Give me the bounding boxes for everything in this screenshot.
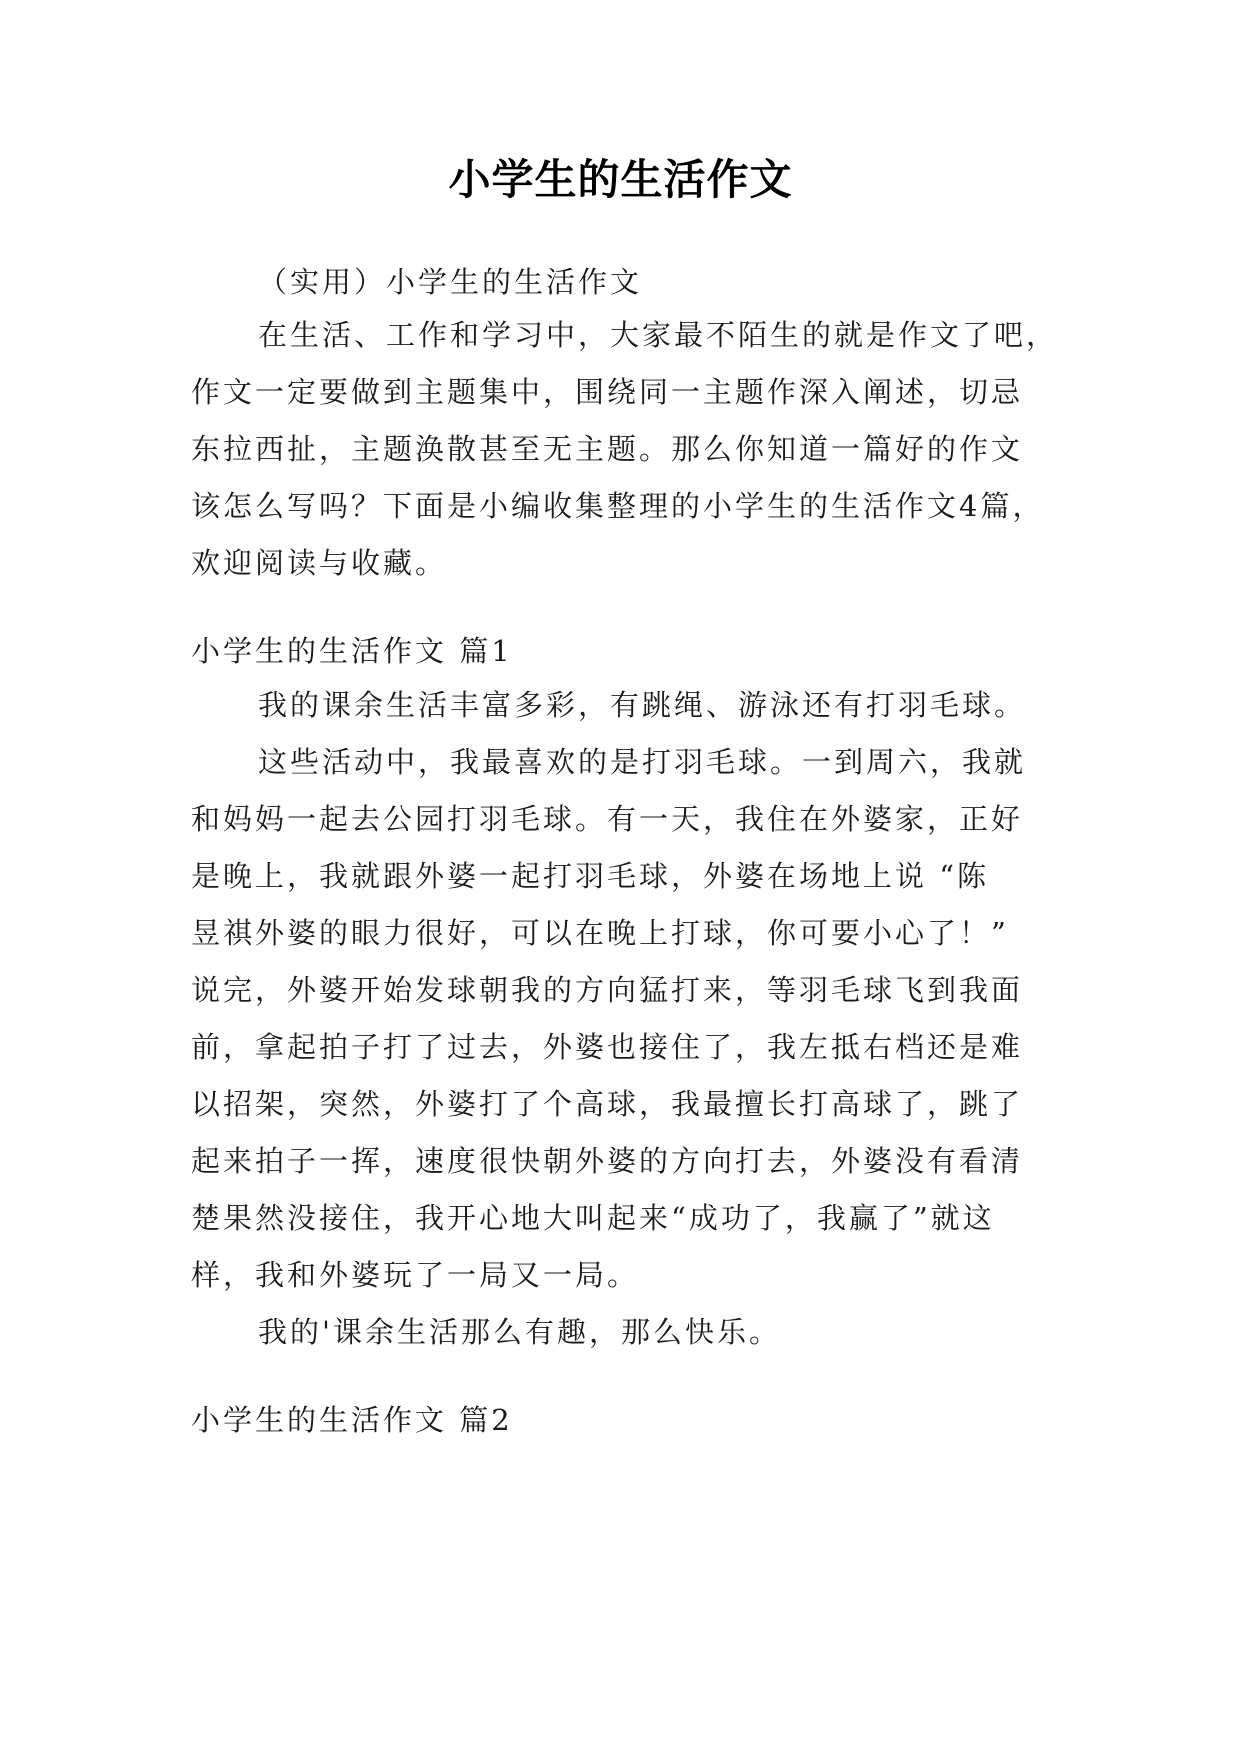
body-line: 昱祺外婆的眼力很好，可以在晚上打球，你可要小心了！”: [191, 916, 1009, 950]
subtitle-line: （实用）小学生的生活作文: [258, 265, 643, 299]
body-line: 以招架，突然，外婆打了个高球，我最擅长打高球了，跳了: [191, 1087, 1024, 1121]
section-heading: 小学生的生活作文 篇1: [191, 634, 513, 668]
intro-line: 东拉西扯，主题涣散甚至无主题。那么你知道一篇好的作文: [191, 432, 1024, 466]
body-line: 样，我和外婆玩了一局又一局。: [191, 1258, 640, 1292]
section-heading: 小学生的生活作文 篇2: [191, 1403, 513, 1437]
body-line: 是晚上，我就跟外婆一起打羽毛球，外婆在场地上说 “陈: [191, 859, 990, 893]
body-line: 说完，外婆开始发球朝我的方向猛打来，等羽毛球飞到我面: [191, 973, 1024, 1007]
intro-line: 作文一定要做到主题集中，围绕同一主题作深入阐述，切忌: [191, 375, 1024, 409]
body-line: 我的课余生活丰富多彩，有跳绳、游泳还有打羽毛球。: [258, 688, 1027, 722]
body-line: 起来拍子一挥，速度很快朝外婆的方向打去，外婆没有看清: [191, 1144, 1024, 1178]
intro-line: 欢迎阅读与收藏。: [191, 546, 448, 580]
body-line: 前，拿起拍子打了过去，外婆也接住了，我左抵右档还是难: [191, 1030, 1024, 1064]
body-line: 这些活动中，我最喜欢的是打羽毛球。一到周六，我就: [258, 745, 1027, 779]
intro-line: 该怎么写吗？下面是小编收集整理的小学生的生活作文4篇，: [191, 489, 1045, 523]
body-line: 和妈妈一起去公园打羽毛球。有一天，我住在外婆家，正好: [191, 802, 1024, 836]
document-title: 小学生的生活作文: [448, 155, 793, 204]
body-line: 楚果然没接住，我开心地大叫起来“成功了，我赢了”就这: [191, 1201, 995, 1235]
body-line: 我的'课余生活那么有趣，那么快乐。: [258, 1315, 781, 1349]
intro-line: 在生活、工作和学习中，大家最不陌生的就是作文了吧，: [258, 318, 1059, 352]
